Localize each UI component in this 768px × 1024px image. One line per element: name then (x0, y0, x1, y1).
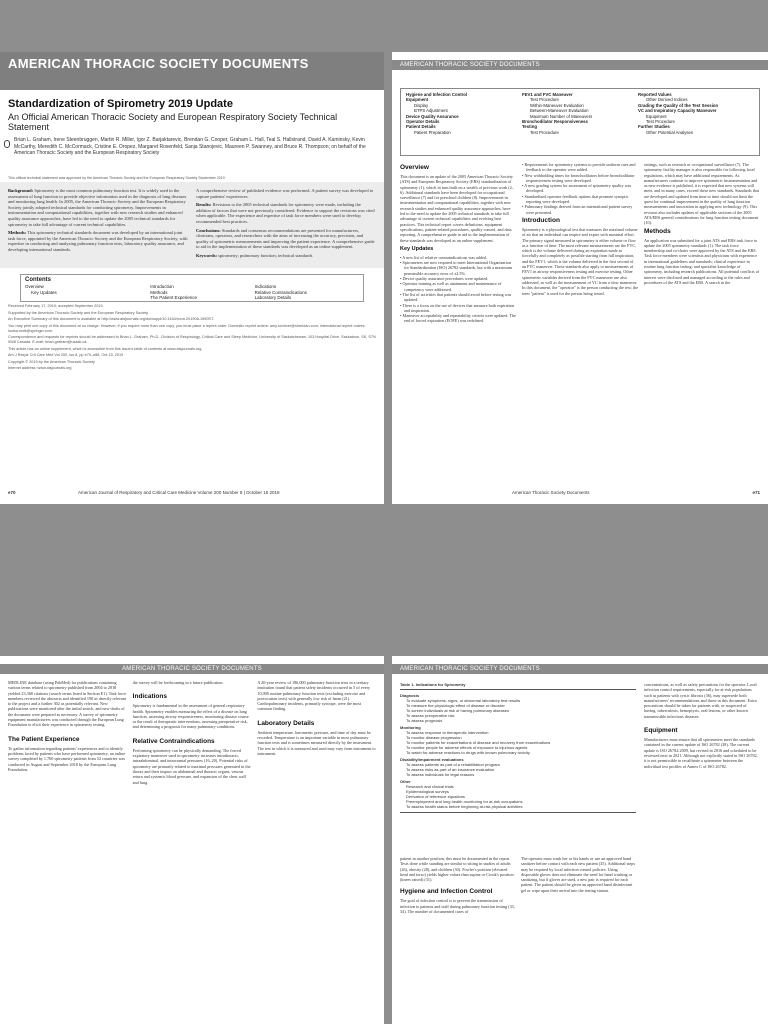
table-row: To evaluate symptoms, signs, or abnormal laboratory test results (406, 698, 521, 703)
relative-contraindications-text: Performing spirometry can be physically demanding. The forced expiratory maneuver used in spirometry increases intrathoracic, intraabdominal, and intracranial pressures (16–20). Potential risks of spirometry are primarily related to maximal pressures generated in the thorax and their impact on abdominal and thoracic organs, venous return and systemic blood pressure, and expansion of the chest wall and lung. (132, 747, 251, 785)
page3-columns (8, 680, 376, 1020)
table-group-heading: Diagnosis (400, 693, 420, 698)
toc-item: Test Procedure (530, 129, 559, 135)
table-row: To watch for adverse reactions to drugs with known pulmonary toxicity (406, 750, 530, 755)
band-label-3: AMERICAN THORACIC SOCIETY DOCUMENTS (122, 666, 262, 672)
patient-experience-heading: The Patient Experience (8, 735, 80, 743)
page-number: e70 (8, 490, 16, 495)
abstract-text: spirometry; pulmonary function; technical standards (218, 252, 313, 258)
toc-item: Patient Preparation (414, 129, 451, 135)
table-row: To assess individuals for legal reasons (406, 772, 475, 777)
toc-item: Other Derived Indices (646, 97, 688, 103)
footnote: This article has an online supplement, which is accessible from this issue's table of contents at www.atsjournals.org. (8, 346, 203, 351)
table-group-heading: Other (400, 779, 411, 784)
band-label: AMERICAN THORACIC SOCIETY DOCUMENTS (400, 62, 540, 68)
toc-item: BTPS Adjustment (414, 108, 448, 114)
toc-item: Within-Maneuver Evaluation (530, 102, 584, 108)
abstract-paragraph (196, 253, 376, 259)
abstract-paragraph (196, 202, 376, 224)
bullet-item: • Spirometers are now required to meet International Organization for Standardization (ISO) 26782 standards, but with a maximum permissible accuracy error of ±2.5%. (400, 260, 513, 276)
toc-item: Test Procedure (530, 97, 559, 103)
indications-table (400, 682, 636, 813)
page3-column-1 (8, 680, 127, 1020)
toc-item: FEV1 and FVC Maneuver (522, 92, 573, 97)
hand-hygiene-text: The operator must wash her or his hands or use an approved hand sanitizer before contact with each new patient (35). Additional steps may be required by local infection control policies. Using disposable gloves does not eliminate the need for hand washing or sanitizing, but if gloves are used, a new pair is required for each patient. The patient should be given an approved hand disinfectant gel or wipe upon their arrival into the testing station. (521, 856, 635, 893)
toc-item: Equipment (406, 97, 429, 103)
open-access-icon (4, 140, 10, 148)
document-subtitle: An Official American Thoracic Society and European Respiratory Society Technical Statement (8, 112, 338, 132)
indications-heading: Indications (132, 693, 167, 701)
abstract-text: Revisions to the 2005 technical standards for spirometry were made, including the addition of factors that were not previously considered. Evidence to support the revisions was cited when applicable. The experience and expertise of task force members were used to develop recommended best practices. (196, 202, 375, 224)
society-band-4 (392, 664, 768, 674)
key-updates-heading: Key Updates (400, 245, 434, 252)
author-list: Brian L. Graham, Irene Steenbruggen, Martin R. Miller, Igor Z. Barjaktarevic, Brendan G. Cooper, Graham L. Hall, Teal S. Hallstrand, David A. Kaminsky, Kevin McCarthy, Meredith C. McCormack, Cristine E. Oropez, Margaret Rosenfeld, Sanja Stanojevic, Maureen P. Swanney, and Bruce R. Thompson; on behalf of the American Thoracic Society and the European Respiratory Society (14, 137, 366, 156)
society-band (392, 60, 768, 70)
approval-statement: This official technical statement was approved by the American Thoracic Society and the European Respiratory Society September 2019 (8, 176, 225, 180)
table-row: Research and clinical trials (406, 784, 454, 789)
society-title: AMERICAN THORACIC SOCIETY DOCUMENTS (8, 56, 309, 71)
table-row: To assess risks as part of an insurance evaluation (406, 767, 495, 772)
page4-column-1 (400, 856, 515, 1020)
contents-item: Introduction (150, 284, 174, 289)
abstract-left-column (8, 188, 188, 262)
toc-item: Test Procedure (646, 119, 675, 125)
society-title-band (0, 52, 384, 90)
toc-item: Operator Details (406, 119, 440, 125)
toc-item: Grading the Quality of the Test Session (638, 102, 719, 108)
abstract-paragraph (8, 230, 188, 252)
methods-heading: Methods (644, 227, 671, 235)
hygiene-heading: Hygiene and Infection Control (400, 888, 493, 896)
contents-item: Laboratory Details (254, 295, 292, 300)
toc-item: Display (414, 102, 429, 108)
table-title: Table 1. Indications for Spirometry (400, 682, 636, 690)
toc-item: Between-Maneuver Evaluation (530, 108, 589, 114)
bullet-item: • New withholding times for bronchodilators before bronchodilator responsiveness testing were developed. (522, 172, 635, 183)
footnote: Copyright © 2019 by the American Thoracic Society (8, 359, 95, 364)
page4-column-3 (644, 682, 760, 1020)
introduction-heading: Introduction (522, 216, 560, 224)
abstract-paragraph (196, 228, 376, 250)
abstract-text: Standards and consensus recommendations are presented for manufacturers, clinicians, operators, and researchers with the aims of increasing the accuracy, precision, and quality of spirometric measurements and improving the patient experience. A comprehensive guide to aid in the implementation of these standards was developed as an online supplement. (196, 227, 375, 250)
page-e71 (392, 52, 768, 504)
bullet-item: • A new grading system for assessment of spirometry quality was developed. (522, 183, 632, 194)
toc-item: Reported Values (638, 92, 672, 97)
indications-text: Spirometry is fundamental in the assessment of general respiratory health. Spirometry enables measuring the effect of a disease on lung function, assessing airway responsiveness, monitoring disease course or the result of therapeutic interventions, assessing preoperative risk, and determining a prognosis for many pulmonary conditions. (132, 703, 249, 730)
toc-item: Patient Details (406, 124, 436, 130)
contents-item (25, 295, 150, 301)
abstract-box (0, 182, 384, 268)
table-row: Preemployment and lung health monitoring for at-risk occupations (406, 799, 523, 804)
more-updates-list (522, 162, 638, 215)
laboratory-details-heading: Laboratory Details (257, 719, 315, 727)
footnote: Am J Respir Crit Care Med Vol 200, Iss 8, pp e70–e88, Oct 15, 2019 (8, 353, 124, 357)
survey-text: the survey will be forthcoming in a future publication. (132, 680, 224, 685)
journal-section: American Thoracic Society Documents (512, 490, 590, 495)
page4-column-2 (521, 856, 636, 1020)
abstract-label: Background: (8, 188, 35, 193)
laboratory-details-text: Ambient temperature, barometric pressure, and time of day must be recorded. Temperature is an important variable in most pulmonary function tests and is sometimes measured directly by the instrument. The test in which it is measured and used may vary from instrument to instrument. (257, 729, 376, 756)
footnotes (8, 304, 376, 373)
page4-right-column (644, 682, 760, 1020)
bullet-item: • Requirements for spirometry systems to provide uniform cues and feedback to the operator were added. (522, 162, 636, 173)
toc-item: Equipment (646, 113, 667, 119)
bullet-item: • Pulmonary findings derived from an international patient survey were presented. (522, 204, 633, 215)
toc-column-2 (522, 92, 638, 152)
bullet-item: • Standardized operator feedback options that promote synoptic reporting were developed. (522, 193, 629, 205)
contents-item: The Patient Experience (150, 295, 198, 300)
page2-column-1 (400, 162, 516, 480)
review-text: A 20-year review of 186,000 pulmonary function tests in a tertiary institution found that patient safety incidents occurred in 5 of every 10,000 routine pulmonary function tests (excluding exercise and provocation tests) with generally low risk of harm (21). Cardiopulmonary incidents, primarily syncope, were the most common finding. (257, 680, 371, 712)
contents-item: Key Updates (31, 289, 57, 295)
table-body (400, 693, 636, 809)
toc-item: VC and Inspiratory Capacity Maneuver (638, 108, 717, 114)
footnote: Received February 17, 2019; accepted September 2019. (8, 304, 104, 308)
contents-item: Relative Contraindications (254, 289, 307, 295)
table-row: To assess response to therapeutic intervention (406, 730, 489, 735)
footnote: Correspondence and requests for reprints should be addressed to Brian L. Graham, Ph.D., Division of Respirology, Critical Care and Sleep Medicine, University of Saskatchewan, 103 Hospital Drive, Saskatoon, SK, S7N 0W8 Canada. E-mail: brian.graham@usask.ca. (8, 335, 376, 344)
page-e70 (0, 52, 384, 504)
table-row: To screen individuals at risk of having pulmonary diseases (406, 708, 509, 713)
page-e73 (392, 656, 768, 1024)
bullet-item: • Operator training as well as attainment and maintenance of competency were addressed. (400, 281, 502, 292)
footnote: Supported by the American Thoracic Society and the European Respiratory Society. (8, 310, 149, 315)
abstract-label: Keywords: (196, 252, 219, 258)
table-group-heading: Monitoring (400, 725, 421, 730)
table-row: Derivation of reference equations (406, 794, 465, 799)
page2-columns (400, 162, 760, 480)
table-row: To assess preoperative risk (406, 713, 455, 718)
page3-column-3 (257, 680, 376, 1020)
search-text: MEDLINE database (using PubMed) for publications containing various terms related to spirometry published from 2004 to 2018 yielded 23,368 citations (search terms listed in Section E1). Task force members reviewed the abstracts and identified 190 as directly relevant to the project and a further 302 as potentially relevant. New publications were monitored after the initial search, and new drafts of the document were prepared as necessary. A survey of spirometry equipment manufacturers was conducted through the European Lung Foundation to elicit their experience in spirometry testing. (8, 680, 127, 728)
abstract-label: Results: (196, 202, 213, 208)
col3-text: settings, such as research or occupational surveillance (7). The spirometry facility manager is also responsible for following local regulations, which may have additional requirements. As manufacturers continue to improve spirometric instrumentation and as new evidence is published, it is expected that new systems will meet, and in many cases, exceed these new standards. Standards that are developed and updated from time to time should not limit the quest for continual improvement in the quality of lung function measurements and innovation in applying new technology (9). This revision also includes updates of applicable sections of the 2005 ATS/ERS general considerations for lung function testing document (10). (644, 162, 760, 226)
page-footer-2 (512, 490, 760, 496)
toc-item: Other Potential Analyses (646, 129, 694, 135)
key-updates-list (400, 255, 516, 324)
table-rule (400, 812, 636, 813)
table-row: To monitor people for adverse effects of exposure to injurious agents (406, 745, 528, 750)
band-label-4: AMERICAN THORACIC SOCIETY DOCUMENTS (400, 666, 540, 672)
contents-item: Indications (254, 284, 277, 289)
toc-column-1 (406, 92, 522, 152)
abstract-paragraph (196, 188, 376, 199)
introduction-text: Spirometry is a physiological test that measures the maximal volume of air that an individual can inspire and expire with maximal effort. The primary signal measured in spirometry is either volume or flow as a function of time. The most relevant measurements are the FVC, which is the volume delivered during an expiration made as forcefully and completely as possible starting from full inspiration, and the FEV1, which is the volume delivered in the first second of an FVC maneuver. These standards also apply to measurements of FEV1 in airway responsiveness testing and exercise testing. Other spirometric variables derived from the FVC maneuver are also addressed, as well as the measurement of VC from a slow maneuver. In this document, the "operator" is the person conducting the test; the term "patient" is used for the person being tested. (522, 226, 638, 296)
abstract-paragraph (8, 188, 188, 227)
contents-box (20, 274, 364, 302)
abstract-label: Conclusions: (196, 227, 222, 233)
journal-citation: American Journal of Respiratory and Critical Care Medicine Volume 200 Number 8 | October 15 2019 (78, 490, 280, 495)
footnote: You may print one copy of this document at no charge. However, if you require more than one copy, you must place a reprint order. Domestic reprint orders: amy.schriver@sheridan.com; international reprint orders: louisa.mott@springer.com. (8, 323, 366, 333)
table-row: To monitor disease progression (406, 735, 462, 740)
position-text: patient in another position, this must be documented in the report. Tests done while standing are similar to sitting in studies of adults (26), obesity (28), and children (30). Fowler's position (elevated head and torso) yields higher values than supine or Crook's position (knees raised) (31). (400, 856, 514, 883)
precautions-text: concentrations, as well as safety precautions for the operator. Local infection control requirements, especially for at-risk populations such as patients with cystic fibrosis (36), may supersede both manufacturers' recommendations and those in this document. Extra precautions should be taken for patients with, or suspected of having, tuberculosis, hemoptysis, oral lesions, or other known transmissible infectious diseases. (644, 682, 757, 719)
table-row: Epidemiological surveys (406, 789, 449, 794)
table-row: To assess prognosis (406, 718, 443, 723)
abstract-text: A comprehensive review of published evidence was performed. A patient survey was developed to capture patients' experiences. (196, 188, 374, 199)
toc-item: Maximum Number of Maneuvers (530, 113, 593, 119)
equipment-text: Manufacturers must ensure that all spirometers meet the standards contained in the current update of ISO 26782 (38). The current update is ISO 26782:2009, but revised in 2016 and scheduled to be reviewed next in 2021. Although not explicitly stated in ISO 26782, it is not permissible to recalibrate a spirometer between the individual test profiles of Annex C of ISO 26782. (644, 737, 758, 769)
table-row: To assess patients as part of a rehabilitation program (406, 762, 500, 767)
table-row: To measure the physiologic effect of disease or disorder (406, 703, 505, 708)
relative-contraindications-heading: Relative Contraindications (132, 737, 215, 745)
page3-column-2 (133, 680, 252, 1020)
toc-item: Device Quality Assurance (406, 113, 459, 119)
contents-item: Overview (25, 284, 44, 289)
bullet-item: • Device quality assurance procedures were updated. (400, 276, 489, 282)
page-e72 (0, 656, 384, 1024)
bullet-item: • There is a focus on the use of devices that measure both expiration and inspiration. (400, 302, 515, 313)
footnote: An Executive Summary of this document is available at http://www.atsjournals.org/doi/suppl/10.1164/rccm.201908-1590ST. (8, 317, 214, 321)
bullet-item: • The list of activities that patients should avoid before testing was updated. (400, 291, 512, 303)
toc-item: Further Studies (638, 124, 670, 130)
methods-text: An application was submitted for a joint ATS and ERS task force to update the 2005 spirometry standards (1). The task force membership and co-chairs were approved by the ATS and the ERS. Task force members were scientists and physicians with experience in international guidelines and standards; clinical experience in routine lung function testing; and specialist knowledge of spirometry, including research publications. All potential conflicts of interest were disclosed and managed according to the rules and procedures of the ATS and the ERS. A search in the (644, 237, 760, 285)
abstract-text: This spirometry technical standards document was developed by an international joint task force, appointed by the American Thoracic Society and the European Respiratory Society, with expertise in conducting and analyzing pulmonary function tests, laboratory quality assurance, and developing international standards. (8, 230, 188, 252)
society-band-3 (0, 664, 384, 674)
table-row: To monitor patients for exacerbations of disease and recovery from exacerbations (406, 740, 551, 745)
page-number-2: e71 (752, 490, 760, 495)
abstract-right-column (196, 188, 376, 262)
toc-item: Testing (522, 124, 537, 130)
equipment-heading: Equipment (644, 727, 678, 735)
hygiene-text: The goal of infection control is to prevent the transmission of infection to patients and staff during pulmonary function testing (33, 34). The number of documented cases of (400, 898, 515, 915)
overview-heading: Overview (400, 164, 429, 171)
footnote: Internet address: www.atsjournals.org (8, 366, 72, 370)
bullet-item: • Maneuver acceptability and repeatability criteria were updated. The end of forced expiration (EOFE) was redefined. (400, 313, 516, 324)
contents-title: Contents (25, 277, 51, 283)
document-title: Standardization of Spirometry 2019 Update (8, 98, 233, 110)
toc-item: Hygiene and Infection Control (406, 92, 468, 97)
table-row: To assess health status before beginning at-risk physical activities (406, 804, 523, 809)
table-group-heading: Disability/impairment evaluations (400, 757, 464, 762)
toc-column-3 (638, 92, 754, 152)
abstract-label: Methods: (8, 230, 28, 236)
page2-column-2 (522, 162, 638, 480)
bullet-item: • A new list of relative contraindications was added. (400, 254, 487, 260)
page-footer (8, 490, 368, 496)
contents-item: Methods (150, 289, 168, 295)
toc-box (400, 88, 760, 156)
patient-experience-text: To gather information regarding patients' experiences and to identify problems faced by patients who have performed spirometry, an online survey completed by 1,760 spirometry patients from 52 countries was conducted in August and September 2018 by the European Lung Foundation. (8, 745, 126, 772)
contents-grid (25, 284, 359, 301)
abstract-text: Spirometry is the most common pulmonary function test. It is widely used in the assessment of lung function to provide objective information used in the diagnosis of lung diseases and monitoring lung health. In 2005, the American Thoracic Society and the European Respiratory Society jointly adopted technical standards for conducting spirometry. Improvements in instrumentation and computational capabilities, together with new research studies and enhanced quality assurance approaches, have led to the need to update the 2005 technical standards for spirometry to take full advantage of current technical capabilities. (8, 188, 187, 227)
toc-item: Bronchodilator Responsiveness (522, 119, 588, 125)
page2-column-3 (644, 162, 760, 480)
page4-lower-columns (400, 856, 636, 1020)
overview-text: This document is an update of the 2005 American Thoracic Society (ATS) and European Respiratory Society (ERS) standardization of spirometry (1), which in turn built on a wealth of previous work (2–6). Additional standards have been developed for occupational surveillance (7) and for preschool children (8). Improvements in instrumentation and computational capabilities, together with new research studies and enhanced quality assurance approaches, have led to the need to update the 2005 technical standards to take full advantage of current technical capabilities and evolving best practices. This technical report covers definitions, equipment specifications, patient-related procedures, quality control, and data reporting. A comprehensive guide to aid in the implementation of these standards was developed as an online supplement. (400, 174, 514, 243)
